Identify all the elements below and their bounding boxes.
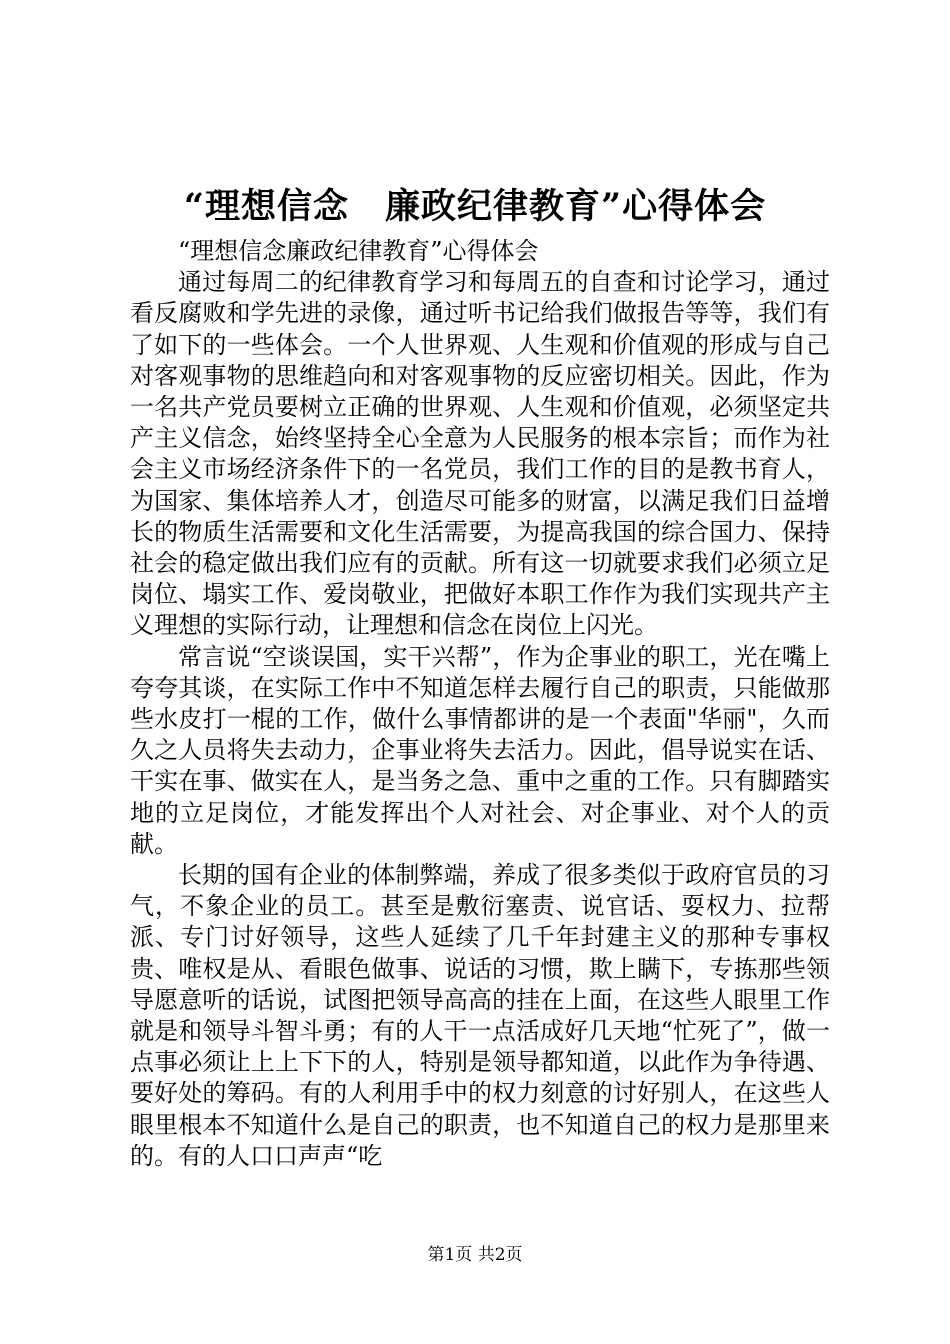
body-paragraph: 常言说“空谈误国，实干兴帮”，作为企事业的职工，光在嘴上夸夸其谈，在实际工作中不知道怎样去履行自己的职责，只能做那些水皮打一棍的工作，做什么事情都讲的是一个表面"华丽"，久而久之人员将失去动力，企事业将失去活力。因此，倡导说实在话、干实在事、做实在人，是当务之急、重中之重的工作。只有脚踏实地的立足岗位，才能发挥出个人对社会、对企事业、对个人的贡献。 (130, 642, 830, 858)
body-paragraph: 长期的国有企业的体制弊端，养成了很多类似于政府官员的习气，不象企业的员工。甚至是敷衍塞责、说官话、耍权力、拉帮派、专门讨好领导，这些人延续了几千年封建主义的那种专事权贵、唯权是从、看眼色做事、说话的习惯，欺上瞒下，专拣那些领导愿意听的话说，试图把领导高高的挂在上面，在这些人眼里工作就是和领导斗智斗勇；有的人干一点活成好几天地“忙死了”，做一点事必须让上上下下的人，特别是领导都知道，以此作为争待遇、要好处的筹码。有的人利用手中的权力刻意的讨好别人，在这些人眼里根本不知道什么是自己的职责，也不知道自己的权力是那里来的。有的人口口声声“吃 (130, 861, 830, 1170)
page-number-footer: 第1页 共2页 (427, 1245, 523, 1265)
body-paragraph: 通过每周二的纪律教育学习和每周五的自查和讨论学习，通过看反腐败和学先进的录像，通过听书记给我们做报告等等，我们有了如下的一些体会。一个人世界观、人生观和价值观的形成与自己对客观事物的思维趋向和对客观事物的反应密切相关。因此，作为一名共产党员要树立正确的世界观、人生观和价值观，必须坚定共产主义信念，始终坚持全心全意为人民服务的根本宗旨；而作为社会主义市场经济条件下的一名党员，我们工作的目的是教书育人，为国家、集体培养人才，创造尽可能多的财富，以满足我们日益增长的物质生活需要和文化生活需要，为提高我国的综合国力、保持社会的稳定做出我们应有的贡献。所有这一切就要求我们必须立足岗位、塌实工作、爱岗敬业，把做好本职工作作为我们实现共产主义理想的实际行动，让理想和信念在岗位上闪光。 (130, 268, 830, 640)
subtitle-paragraph: “理想信念廉政纪律教育”心得体会 (178, 237, 539, 265)
document-body (130, 236, 830, 1172)
document-title: “理想信念 廉政纪律教育”心得体会 (183, 186, 767, 227)
